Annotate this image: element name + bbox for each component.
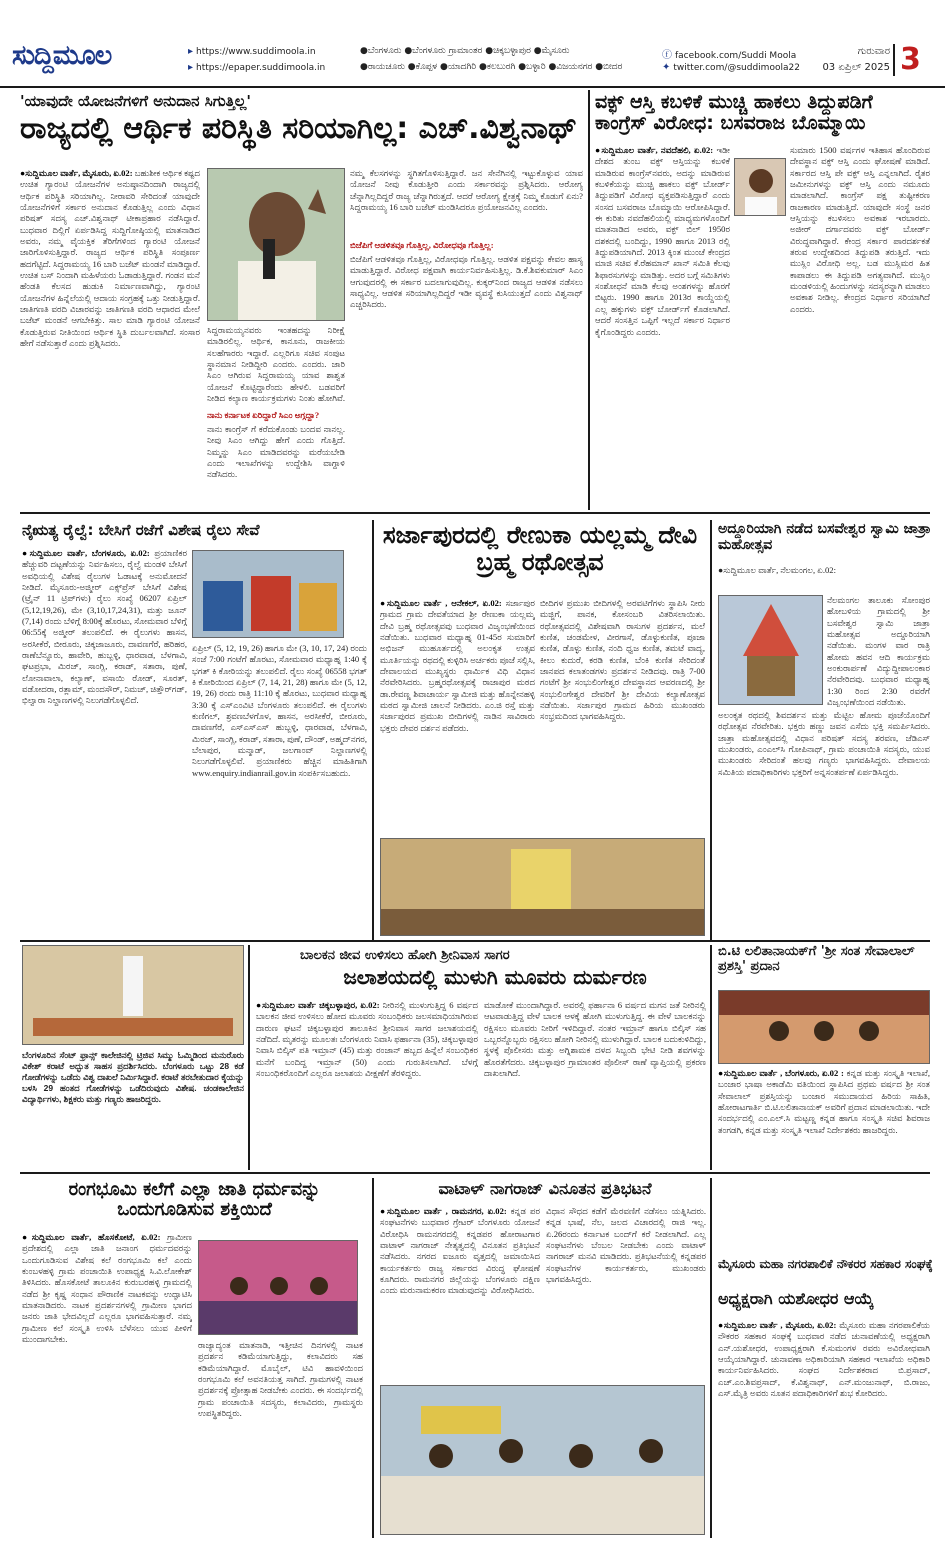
karate-caption: ಬೆಂಗಳೂರಿನ ಸೆಂಟ್ ಫ್ರಾನ್ಸ್ ಕಾಲೇಜಿನಲ್ಲಿ ಟ್ರಿಜಿವ ಸಿಮ್ಮು ಓಮ್ಮಿಡಿಂದ ಮನುರೊರು ವಿಕೇಶ್ ಕರಾಟೆ ಅದ್ಭುತ ಸಾಹಸ ಪ್ರದರ್ಶಿಸಿದರು. ಬೆಂಗಳೂರು ಒಟ್ಟು 28 ಕಡೆ ಗೋಡೆಗಳನ್ನು ಒಡೆದು ವಿಶ್ವ ದಾಖಲೆ ನಿರ್ಮಿಸಿದ್ದಾರೆ. ಕರಾಟೆ ತರಬೇತುದಾರ ಕೈಯನ್ನು ಬಳಸಿ 29 ಹಂತದ ಗೋಡೆಗಳನ್ನು ಒಡೆದಿರುವುದು ವಿಶೇಷ. ಚಂಡಕಾಲೇಜಿನ ವಿದ್ಯಾರ್ಥಿಗಳು, ಶಿಕ್ಷಕರು ಮತ್ತು ಗಣ್ಯರು ಹಾಜರಿದ್ದರು. <box>22 1050 244 1105</box>
chariot-festival-photo <box>380 838 705 936</box>
story8-body-col2: ರಾಜ್ಯಾದ್ಯಂತ ಮಾತನಾಡಿ, ಇತ್ತೀಚಿನ ದಿನಗಳಲ್ಲಿ ನಾಟಕ ಪ್ರದರ್ಶನ ಕಡಿಮೆಯಾಗುತ್ತಿದ್ದು, ಕಲಾವಿದರು ಸಹ ಕಡಿಮೆಯಾಗಿದ್ದಾರೆ. ಮೊಬೈಲ್, ಟಿವಿ ಹಾವಳಿಯಿಂದ ರಂಗಭೂಮಿ ಕಲೆ ಅವನತಿಯತ್ತ ಸಾಗಿದೆ. ಗ್ರಾಮಗಳಲ್ಲಿ ನಾಟಕ ಪ್ರದರ್ಶನಕ್ಕೆ ಪ್ರೋತ್ಸಾಹ ನೀಡಬೇಕು ಎಂದರು. ಈ ಸಂದರ್ಭದಲ್ಲಿ ಗ್ರಾಮ ಪಂಚಾಯಿತಿ ಸದಸ್ಯರು, ಕಲಾವಿದರು, ಗ್ರಾಮಸ್ಥರು ಉಪಸ್ಥಿತರಿದ್ದರು. <box>198 1340 363 1419</box>
story10-kicker: ಮೈಸೂರು ಮಹಾ ನಗರಪಾಲಿಕೆ ನೌಕರರ ಸಹಕಾರ ಸಂಘಕ್ಕೆ <box>718 1257 933 1271</box>
story8-body-col1: ●ಸುದ್ದಿಮೂಲ ವಾರ್ತೆ, ಹೊಸಕೋಟೆ, ಏ.02: ಗ್ರಾಮೀಣ ಪ್ರದೇಶದಲ್ಲಿ ಎಲ್ಲಾ ಜಾತಿ ಜನಾಂಗ ಧರ್ಮದವರನ್ನು ಒಂದುಗೂಡಿಸುವ ವಿಶೇಷ ಕಲೆ ರಂಗಭೂಮಿ ಕಲೆ ಎಂದು ಕುಂಬಳಹಳ್ಳಿ ಗ್ರಾಮ ಪಂಚಾಯಿತಿ ಉಪಾಧ್ಯಕ್ಷ ಸಿ.ವಿ.ಲೋಕೇಶ್ ತಿಳಿಸಿದರು. ಹೊಸಕೋಟೆ ತಾಲೂಕಿನ ಕುರುಬರಹಳ್ಳಿ ಗ್ರಾಮದಲ್ಲಿ ನಡೆದ ಶ್ರೀ ಕೃಷ್ಣ ಸಂಧಾನ ಪೌರಾಣಿಕ ನಾಟಕವನ್ನು ಉದ್ಘಾಟಿಸಿ ಮಾತನಾಡಿದರು. ನಾಟಕ ಪ್ರದರ್ಶನಗಳಲ್ಲಿ ಗ್ರಾಮೀಣ ಭಾಗದ ಜನರು ಜಾತಿ ಭೇದವಿಲ್ಲದೆ ಎಲ್ಲರೂ ಭಾಗವಹಿಸುತ್ತಾರೆ. ನಮ್ಮ ಗ್ರಾಮೀಣ ಕಲೆ ಸಂಸ್ಕೃತಿ ಉಳಿಸಿ ಬೆಳೆಸಲು ಯುವ ಪೀಳಿಗೆ ಮುಂದಾಗಬೇಕು. <box>22 1232 192 1345</box>
story1-body-col2b: ಬಿಜೆಪಿಗೆ ಆಡಳಿತವೂ ಗೊತ್ತಿಲ್ಲ, ವಿರೋಧವೂ ಗೊತ್ತಿಲ್ಲ. ಆಡಳಿತ ಪಕ್ಷವನ್ನು ಕೇವಲ ಹಾಸ್ಯ ಮಾಡುತ್ತಿದ್ದಾರೆ. ವಿರೋಧ ಪಕ್ಷವಾಗಿ ಕಾರ್ಯನಿರ್ವಹಿಸುತ್ತಿಲ್ಲ. ಡಿ.ಕೆ.ಶಿವಕುಮಾರ್ ಸಿಎಂ ಆಗುವುದರಲ್ಲಿ ಈ ಸರ್ಕಾರ ಬದಲಾಗುವುದಿಲ್ಲ. ಕುಕ್ಕರ್‌ನಿಂದ ರಾಜ್ಯದ ಆಡಳಿತ ನಡೆಸಲು ಸಾಧ್ಯವಿಲ್ಲ. ಆಡಳಿತ ಸರಿಯಾಗಿಲ್ಲದಿದ್ದರೆ ಇಡೀ ವ್ಯವಸ್ಥೆ ಕುಸಿಯುತ್ತದೆ ಎಂದು ವಿಶ್ವನಾಥ್ ಎಚ್ಚರಿಸಿದರು. <box>350 254 583 310</box>
story6-headline: ಜಲಾಶಯದಲ್ಲಿ ಮುಳುಗಿ ಮೂವರು ದುರ್ಮರಣ <box>343 965 647 989</box>
twitter-link[interactable]: ✦ twitter.com/@suddimoola22 <box>662 62 800 73</box>
section-divider <box>20 512 930 514</box>
story9-body-col2: ವಿಧಾನ ಸೌಧದ ಕಡೆಗೆ ಮೆರವಣಿಗೆ ನಡೆಸಲು ಯತ್ನಿಸಿದರು. ಕನ್ನಡ ಭಾಷೆ, ನೆಲ, ಜಲದ ವಿಚಾರದಲ್ಲಿ ರಾಜಿ ಇಲ್ಲ. ಏ.26ರಂದು ಕರ್ನಾಟಕ ಬಂದ್‌ಗೆ ಕರೆ ನೀಡಲಾಗಿದೆ. ಎಲ್ಲ ಸಂಘಟನೆಗಳು ಬೆಂಬಲ ನೀಡಬೇಕು ಎಂದು ವಾಟಾಳ್ ನಾಗರಾಜ್ ಮನವಿ ಮಾಡಿದರು. ಪ್ರತಿಭಟನೆಯಲ್ಲಿ ಕನ್ನಡಪರ ಸಂಘಟನೆಗಳ ಕಾರ್ಯಕರ್ತರು, ಮುಖಂಡರು ಭಾಗವಹಿಸಿದ್ದರು. <box>546 1206 706 1285</box>
trains-photo <box>192 550 344 638</box>
section-divider <box>20 1172 930 1174</box>
weekday: ಗುರುವಾರ <box>857 46 890 57</box>
person-portrait-illustration <box>735 159 786 216</box>
drama-stage-photo <box>198 1240 358 1335</box>
story9-headline: ವಾಟಾಳ್ ನಾಗರಾಜ್ ವಿನೂತನ ಪ್ರತಿಭಟನೆ <box>438 1179 652 1198</box>
award-photo <box>718 990 930 1064</box>
divider <box>893 44 895 76</box>
globe-icon: ▸ <box>188 62 194 73</box>
person-speaking-illustration <box>208 169 345 321</box>
story2-headline: ವಕ್ಫ್ ಆಸ್ತಿ ಕಬಳಿಕೆ ಮುಚ್ಚಿ ಹಾಕಲು ತಿದ್ದುಪಡಿಗೆ ಕಾಂಗ್ರೆಸ್ ವಿರೋಧ: ಬಸವರಾಜ ಬೊಮ್ಮಾಯಿ <box>595 91 873 135</box>
trains-illustration <box>193 551 344 638</box>
karate-bricks-illustration <box>23 946 244 1045</box>
story6-kicker: ಬಾಲಕನ ಜೀವ ಉಳಿಸಲು ಹೋಗಿ ಶ್ರೀನಿವಾಸ ಸಾಗರ <box>300 948 510 963</box>
story1-body-col2a: ನಮ್ಮ ಕೆಲಸಗಳನ್ನು ಸ್ಥಗಿತಗೊಳಿಸುತ್ತಿದ್ದಾರೆ. ಜನ ಸೇನೆಗಿನಲ್ಲಿ ಇಟ್ಟುಕೊಳ್ಳುವ ಯಾವ ಯೋಜನೆ ನೀವು ಕೊಡುತ್ತೀರಿ ಎಂದು ಸರ್ಕಾರವನ್ನು ಪ್ರಶ್ನಿಸಿದರು. ಆರೋಗ್ಯ ಚೆನ್ನಾಗಿಲ್ಲದಿದ್ದರೆ ರಾಜ್ಯ ಚೆನ್ನಾಗಿರುತ್ತದೆ. ಆದರೆ ಆರೋಗ್ಯ ಕ್ಷೇತ್ರಕ್ಕೆ ನಿಮ್ಮ ಕೊಡುಗೆ ಏನು? ಸಿದ್ದರಾಮಯ್ಯ 16 ಬಾರಿ ಬಜೆಟ್ ಮಂಡಿಸಿದರೂ ಪ್ರಯೋಜನವಿಲ್ಲ ಎಂದರು. <box>350 168 583 213</box>
column-divider <box>372 1178 374 1538</box>
story5-headline: ಅದ್ದೂರಿಯಾಗಿ ನಡೆದ ಬಸವೇಶ್ವರ ಸ್ವಾಮಿ ಜಾತ್ರಾ ಮಹೋತ್ಸವ <box>718 521 931 553</box>
bommai-photo <box>734 158 786 216</box>
story10-body: ●ಸುದ್ದಿಮೂಲ ವಾರ್ತೆ , ಮೈಸೂರು, ಏ.02: ಮೈಸೂರು ಮಹಾ ನಗರಪಾಲಿಕೆಯ ನೌಕರರ ಸಹಕಾರ ಸಂಘಕ್ಕೆ ಬುಧವಾರ ನಡೆದ ಚುನಾವಣೆಯಲ್ಲಿ ಅಧ್ಯಕ್ಷರಾಗಿ ಎನ್.ಯಶೋಧರ, ಉಪಾಧ್ಯಕ್ಷರಾಗಿ ಕೆ.ಸುಮಂಗಳ ರವರು ಅವಿರೋಧವಾಗಿ ಆಯ್ಕೆಯಾಗಿದ್ದಾರೆ. ಚುನಾವಣಾ ಅಧಿಕಾರಿಯಾಗಿ ಸಹಕಾರ ಇಲಾಖೆಯ ಅಧಿಕಾರಿ ಕಾರ್ಯನಿರ್ವಹಿಸಿದರು. ಸಂಘದ ನಿರ್ದೇಶಕರಾದ ಬಿ.ಪ್ರಸಾದ್, ಎಚ್.ಎಂ.ಶಿವಪ್ರಸಾದ್, ಕೆ.ವಿಶ್ವನಾಥ್, ಎನ್.ಮಂಜುನಾಥ್, ಬಿ.ರಾಜು, ಎಸ್.ಮೈತ್ರಿ ಅವರು ನೂತನ ಪದಾಧಿಕಾರಿಗಳಿಗೆ ಶುಭ ಕೋರಿದರು. <box>718 1320 930 1399</box>
section-divider <box>20 940 930 942</box>
karate-photo <box>22 945 244 1045</box>
stage-illustration <box>199 1241 358 1335</box>
column-divider <box>710 945 712 1170</box>
website-link[interactable]: ▸ https://www.suddimoola.in <box>188 46 316 57</box>
newspaper-logo: ಸುದ್ದಿಮೂಲ <box>12 40 112 71</box>
story3-body-col1: ●ಸುದ್ದಿಮೂಲ ವಾರ್ತೆ, ಬೆಂಗಳೂರು, ಏ.02: ಪ್ರಯಾಣಿಕರ ಹೆಚ್ಚುವರಿ ದಟ್ಟಣೆಯನ್ನು ನಿರ್ವಹಿಸಲು, ರೈಲ್ವೆ ಮಂಡಳಿ ಬೇಸಿಗೆ ಅವಧಿಯಲ್ಲಿ ವಿಶೇಷ ರೈಲುಗಳ ಓಡಾಟಕ್ಕೆ ಅನುಮೋದನೆ ನೀಡಿದೆ. ಮೈಸೂರು-ಅಜ್ಮೀರ್ ಎಕ್ಸ್‌ಪ್ರೆಸ್ ಬೇಸಿಗೆ ವಿಶೇಷ (ಟ್ರೈನ್ 11 ಟ್ರಿಪ್‌ಗಳು) ರೈಲು ಸಂಖ್ಯೆ 06207 ಏಪ್ರಿಲ್ (5,12,19,26), ಮೇ (3,10,17,24,31), ಮತ್ತು ಜೂನ್ (7,14) ರಂದು ಬೆಳಿಗ್ಗೆ 8:00ಕ್ಕೆ ಹೊರಟು, ಸೋಮವಾರ ಬೆಳಿಗ್ಗೆ 06:55ಕ್ಕೆ ಅಜ್ಮೀರ್ ತಲುಪಲಿದೆ. ಈ ರೈಲುಗಳು ಹಾಸನ, ಅರಸೀಕೆರೆ, ಬೀರೂರು, ಚಿಕ್ಕಜಾಜೂರು, ದಾವಣಗೆರೆ, ಹರಿಹರ, ರಾಣೆಬೆನ್ನೂರು, ಹಾವೇರಿ, ಹುಬ್ಬಳ್ಳಿ, ಧಾರವಾಡ, ಬೆಳಗಾವಿ, ಘಟಪ್ರಭಾ, ಮಿರಜ್, ಸಾಂಗ್ಲಿ, ಕರಾಡ್, ಸತಾರಾ, ಪುಣೆ, ಲೋನಾವಾಲಾ, ಕಲ್ಯಾಣ್, ವಸಾಯಿ ರೋಡ್, ಸೂರತ್, ವಡೋದರಾ, ರತ್ಲಾಮ್, ಮಂದಸೌರ್, ನಿಮಚ್, ಚಿತ್ತೌರ್‌ಗಡ್, ಭಿಲ್ವಾರಾ ನಿಲ್ದಾಣಗಳಲ್ಲಿ ನಿಲುಗಡೆಗೊಳ್ಳಲಿದೆ. <box>22 548 187 706</box>
column-divider <box>710 1178 712 1538</box>
story4-headline: ಸರ್ಜಾಪುರದಲ್ಲಿ ರೇಣುಕಾ ಯಲ್ಲಮ್ಮ ದೇವಿ ಬ್ರಹ್ಮ ರಥೋತ್ಸವ <box>382 521 698 576</box>
epaper-link[interactable]: ▸ https://epaper.suddimoola.in <box>188 62 326 73</box>
story1-body-col3: ಸಿದ್ದರಾಮಯ್ಯನವರು ಇಂತಹದನ್ನು ನಿರೀಕ್ಷೆ ಮಾಡಿರಲಿಲ್ಲ. ಆರ್ಥಿಕ, ಕಾನೂನು, ರಾಜಕೀಯ ಸಲಹೆಗಾರರು ಇದ್ದಾರೆ. ಎಲ್ಲರಿಗೂ ಸಚಿವ ಸಂಪುಟ ಸ್ಥಾನಮಾನ ನೀಡಿದ್ದೀರಿ ಎಂದರು. ಎಂದರು. ಜಾರಿ ಸಿಎಂ ಆಗಿರುವ ಸಿದ್ದರಾಮಯ್ಯ ಯಾವ ಶಾಶ್ವತ ಯೋಜನೆ ಕೊಟ್ಟಿದ್ದಾರೆಂದು ಹೇಳಲಿ. ಬಡವರಿಗೆ ನೀಡಿದ ಕಲ್ಯಾಣ ಕಾರ್ಯಕ್ರಮಗಳು ನಿಂತು ಹೋಗಿವೆ. <box>207 325 345 404</box>
story1-subhead-2: ನಾನು ಕರ್ನಾಟಕ ಏರಿದ್ದಾರೆ ಸಿಎಂ ಅಗ್ಗದ್ದಾ? <box>207 410 320 420</box>
story9-body-col1: ●ಸುದ್ದಿಮೂಲ ವಾರ್ತೆ , ರಾಮನಗರ, ಏ.02: ಕನ್ನಡ ಪರ ಸಂಘಟನೆಗಳು ಬುಧವಾರ ಗ್ರೇಟರ್ ಬೆಂಗಳೂರು ಯೋಜನೆ ವಿರೋಧಿಸಿ ರಾಮನಗರದಲ್ಲಿ ಕನ್ನಡಪರ ಹೋರಾಟಗಾರ ವಾಟಾಳ್ ನಾಗರಾಜ್ ನೇತೃತ್ವದಲ್ಲಿ ವಿನೂತನ ಪ್ರತಿಭಟನೆ ನಡೆಸಿದರು. ನಗರದ ಐಜೂರು ವೃತ್ತದಲ್ಲಿ ಜಮಾಯಿಸಿದ ಕಾರ್ಯಕರ್ತರು ರಾಜ್ಯ ಸರ್ಕಾರದ ವಿರುದ್ಧ ಘೋಷಣೆ ಕೂಗಿದರು. ರಾಮನಗರ ಜಿಲ್ಲೆಯನ್ನು ಬೆಂಗಳೂರು ದಕ್ಷಿಣ ಎಂದು ಮರುನಾಮಕರಣ ಮಾಡುವುದನ್ನು ವಿರೋಧಿಸಿದರು. <box>380 1206 540 1296</box>
story6-body-col2: ಮಾಡೋಕೆ ಮುಂದಾಗಿದ್ದಾರೆ. ಅವರಲ್ಲಿ ಫರ್ಹಾನಾ 6 ವರ್ಷದ ಮಗನ ಜತೆ ನೀರಿನಲ್ಲಿ ಆಟವಾಡುತ್ತಿದ್ದ ವೇಳೆ ಬಾಲಕ ಆಳಕ್ಕೆ ಹೋಗಿ ಮುಳುಗುತ್ತಿದ್ದ. ಈ ವೇಳೆ ಬಾಲಕನನ್ನು ರಕ್ಷಿಸಲು ಮೂವರು ನೀರಿಗೆ ಇಳಿದಿದ್ದಾರೆ. ನಂತರ ಇಮ್ರಾನ್ ಹಾಗೂ ಬಿಲ್ಕಿಸ್ ಸಹ ಒಬ್ಬರನ್ನೊಬ್ಬರು ರಕ್ಷಿಸಲು ಹೋಗಿ ನೀರಿನಲ್ಲಿ ಮುಳುಗಿದ್ದಾರೆ. ಬಾಲಕ ಬದುಕುಳಿದಿದ್ದು, ಸ್ಥಳಕ್ಕೆ ಪೊಲೀಸರು ಮತ್ತು ಅಗ್ನಿಶಾಮಕ ದಳದ ಸಿಬ್ಬಂದಿ ಭೇಟಿ ನೀಡಿ ಶವಗಳನ್ನು ಹೊರತೆಗೆದರು. ಚಿಕ್ಕಬಳ್ಳಾಪುರ ಗ್ರಾಮಾಂತರ ಪೊಲೀಸ್ ಠಾಣೆ ವ್ಯಾಪ್ತಿಯಲ್ಲಿ ಪ್ರಕರಣ ದಾಖಲಾಗಿದೆ. <box>484 1000 706 1079</box>
story2-body-col2: ಸುಮಾರು 1500 ವರ್ಷಗಳ ಇತಿಹಾಸ ಹೊಂದಿರುವ ದೇವಸ್ಥಾನ ವಕ್ಫ್ ಆಸ್ತಿ ಎಂದು ಘೋಷಣೆ ಮಾಡಿದೆ. ಸರ್ಕಾರದ ಆಸ್ತಿ ಪೇ ವಕ್ಫ್ ಆಸ್ತಿ ಎನ್ನಲಾಗಿದೆ. ರೈತರ ಜಮೀನುಗಳನ್ನು ವಕ್ಫ್ ಆಸ್ತಿ ಎಂದು ನಮೂದು ಮಾಡಲಾಗಿದೆ. ಕಾಂಗ್ರೆಸ್ ಪಕ್ಷ ತುಷ್ಟೀಕರಣ ರಾಜಕಾರಣ ಮಾಡುತ್ತಿದೆ. ಯಾವುದೇ ಸಂಸ್ಥೆ ಜನರ ಆಸ್ತಿಯನ್ನು ಕಬಳಿಸಲು ಅವಕಾಶ ಇರಬಾರದು. ಅಜೀರ್ ದರ್ಗಾದವರು ವಕ್ಫ್ ಬೋರ್ಡ್ ವಿರುದ್ಧವಾಗಿದ್ದಾರೆ. ಕೇಂದ್ರ ಸರ್ಕಾರ ಪಾರದರ್ಶಕತೆ ತರುವ ಉದ್ದೇಶದಿಂದ ತಿದ್ದುಪಡಿ ತರುತ್ತಿದೆ. ಇದು ಮುಸ್ಲಿಂ ವಿರೋಧಿ ಅಲ್ಲ. ಬಡ ಮುಸ್ಲಿಮರ ಹಿತ ಕಾಪಾಡಲು ಈ ತಿದ್ದುಪಡಿ ಅಗತ್ಯವಾಗಿದೆ. ಮುಸ್ಲಿಂ ಮಂಡಳಿಯಲ್ಲಿ ಹಿಂದುಗಳನ್ನು ಸದಸ್ಯರನ್ನಾಗಿ ಮಾಡಲು ಅವಕಾಶ ನೀಡಿಲ್ಲ. ಕೇಂದ್ರದ ನಿರ್ಧಾರ ಸರಿಯಾಗಿದೆ ಎಂದರು. <box>790 145 930 314</box>
story1-body-col3b: ನಾನು ಕಾಂಗ್ರೆಸ್ ಗೆ ಕರೆದುಕೊಂಡು ಬಂದವ ನಾನಲ್ಲ. ನೀವು ಸಿಎಂ ಆಗಿದ್ದು ಹೇಗೆ ಎಂದು ಗೊತ್ತಿದೆ. ನಿಮ್ಮನ್ನು ಸಿಎಂ ಮಾಡಿದವರನ್ನು ಮರೆಯಬೇಡಿ ಎಂದು ಇಲಾಖೆಗಳನ್ನು ಉದ್ದೇಶಿಸಿ ವಾಗ್ದಾಳಿ ನಡೆಸಿದರು. <box>207 424 345 480</box>
column-divider <box>372 520 374 940</box>
story4-body-col1: ●ಸುದ್ದಿಮೂಲ ವಾರ್ತೆ , ಆನೇಕಲ್, ಏ.02: ಸರ್ಜಾಪುರ ಗ್ರಾಮದ ಗ್ರಾಮ ದೇವತೆಯಾದ ಶ್ರೀ ರೇಣುಕಾ ಯಲ್ಲಮ್ಮ ದೇವಿ ಬ್ರಹ್ಮ ರಥೋತ್ಸವವು ಬುಧವಾರ ವಿಜೃಂಭಣೆಯಿಂದ ನಡೆಯಿತು. ಬುಧವಾರ ಮಧ್ಯಾಹ್ನ 01-45ರ ಸುಮಾರಿಗೆ ಅಭಿಜನ್ ಮುಹೂರ್ತದಲ್ಲಿ ಅಲಂಕೃತ ಉತ್ಸವ ಮೂರ್ತಿಯನ್ನು ರಥದಲ್ಲಿ ಕುಳ್ಳಿರಿಸಿ ಅರ್ಚಕರು ಪೂಜೆ ಸಲ್ಲಿಸಿ, ದೇವಾಲಯದ ಮುಖ್ಯಸ್ಥರು ಧಾರ್ಮಿಕ ವಿಧಿ ವಿಧಾನ ನೆರವೇರಿಸಿದರು. ಬ್ರಹ್ಮರಥೋತ್ಸವಕ್ಕೆ ರಾಜಾಪುರ ಮಠದ ಡಾ.ರೇವಣ್ಣ ಶಿವಾಚಾರ್ಯ ಸ್ವಾಮೀಜಿ ಮತ್ತು ಹೊನ್ನೇನಹಳ್ಳಿ ಮಠದ ಸ್ವಾಮೀಜಿ ಚಾಲನೆ ನೀಡಿದರು. ಎಂ.ಜಿ ರಸ್ತೆ ಮತ್ತು ಸರ್ಜಾಪುರದ ಪ್ರಮುಖ ಬೀದಿಗಳಲ್ಲಿ ನಾಡಿನ ಸಾವಿರಾರು ಭಕ್ತರು ದೇವರ ದರ್ಶನ ಪಡೆದರು. <box>380 598 535 733</box>
story7-headline: ಬಿ.ಟಿ ಲಲಿತಾನಾಯಕ್‌ಗೆ 'ಶ್ರೀ ಸಂತ ಸೇವಾಲಾಲ್ ಪ್ರಶಸ್ತಿ' ಪ್ರದಾನ <box>718 944 915 974</box>
district-list-1: ●ಬೆಂಗಳೂರು ●ಬೆಂಗಳೂರು ಗ್ರಾಮಾಂತರ ●ಚಿಕ್ಕಬಳ್ಳಾಪುರ ●ಮೈಸೂರು <box>360 46 570 56</box>
district-list-2: ●ರಾಯಚೂರು ●ಕೊಪ್ಪಳ ●ಯಾದಗಿರಿ ●ಕಲಬುರಗಿ ●ಬಳ್ಳಾರಿ ●ವಿಜಯನಗರ ●ಬೀದರ <box>360 62 623 72</box>
story6-body-col1: ●ಸುದ್ದಿಮೂಲ ವಾರ್ತೆ ಚಿಕ್ಕಬಳ್ಳಾಪುರ, ಏ.02: ನೀರಿನಲ್ಲಿ ಮುಳುಗುತ್ತಿದ್ದ 6 ವರ್ಷದ ಬಾಲಕನ ಜೀವ ಉಳಿಸಲು ಹೋದ ಮೂವರು ಸಂಬಂಧಿಕರು ಜಲಸಮಾಧಿಯಾಗಿರುವ ದಾರುಣ ಘಟನೆ ಚಿಕ್ಕಬಳ್ಳಾಪುರ ತಾಲೂಕಿನ ಶ್ರೀನಿವಾಸ ಸಾಗರ ಜಲಾಶಯದಲ್ಲಿ ನಡೆದಿದೆ. ಮೃತರನ್ನು ಮೂಲತಃ ಬೆಂಗಳೂರು ನಿವಾಸಿ ಫರ್ಹಾನಾ (35), ಚಿಕ್ಕಬಳ್ಳಾಪುರ ನಿವಾಸಿ ಬಿಲ್ಕಿಸ್ ಪತಿ ಇಮ್ರಾನ್ (45) ಮತ್ತು ರಂಜಾನ್ ಹಬ್ಬದ ಹಿನ್ನೆಲೆ ಸಂಬಂಧಿಕರ ಮನೆಗೆ ಬಂದಿದ್ದ ಇಮ್ರಾನ್ (50) ಎಂದು ಗುರುತಿಸಲಾಗಿದೆ. ಬೆಳಗ್ಗೆ ಸಂಬಂಧಿಕರೊಂದಿಗೆ ಎಲ್ಲರೂ ಜಲಾಶಯ ವೀಕ್ಷಣೆಗೆ ತೆರಳಿದ್ದರು. <box>256 1000 478 1079</box>
story5-body-col2: ಅಲಂಕೃತ ರಥದಲ್ಲಿ ಶಿವದರ್ಶನ ಮತ್ತು ಮೆಟ್ಟಿಲ ಹೋಮ ಪೂಜೆಯೊಂದಿಗೆ ರಥೋತ್ಸವ ನೆರವೇರಿತು. ಭಕ್ತರು ಹಣ್ಣು ಜವನ ಎಸೆದು ಭಕ್ತಿ ಸಮರ್ಪಿಸಿದರು. ಜಾತ್ರಾ ಮಹೋತ್ಸವದಲ್ಲಿ ವಿಧಾನ ಪರಿಷತ್ ಸದಸ್ಯ ಶರವಣ, ಜೆಡಿಎಸ್ ಮುಖಂಡರು, ಎಂಎಲ್‌ಸಿ ಗೋಪಿನಾಥ್, ಗ್ರಾಮ ಪಂಚಾಯಿತಿ ಸದಸ್ಯರು, ಯುವ ಮುಖಂಡರು ಸೇರಿದಂತೆ ಹಲವು ಗಣ್ಯರು ಭಾಗವಹಿಸಿದ್ದರು. ದೇವಾಲಯ ಸಮಿತಿಯ ಪದಾಧಿಕಾರಿಗಳು ಭಕ್ತರಿಗೆ ಅನ್ನಸಂತರ್ಪಣೆ ಏರ್ಪಡಿಸಿದ್ದರು. <box>718 710 930 777</box>
twitter-icon: ✦ <box>662 62 671 73</box>
protest-crowd-illustration <box>381 1386 705 1535</box>
story1-subhead: ಬಿಜೆಪಿಗೆ ಆಡಳಿತವೂ ಗೊತ್ತಿಲ್ಲ, ವಿರೋಧವೂ ಗೊತ್ತಿಲ್ಲ: <box>350 240 494 250</box>
story3-body-col2: ಏಪ್ರಿಲ್ (5, 12, 19, 26) ಹಾಗೂ ಮೇ (3, 10, 17, 24) ರಂದು ಸಂಜೆ 7:00 ಗಂಟೆಗೆ ಹೊರಟು, ಸೋಮವಾರ ಮಧ್ಯಾಹ್ನ 1:40 ಕ್ಕೆ ಭಗತ್ ಕಿ ಕೋಠಿಯನ್ನು ತಲುಪಲಿದೆ. ರೈಲು ಸಂಖ್ಯೆ 06558 ಭಗತ್ ಕಿ ಕೋಠಿಯಿಂದ ಏಪ್ರಿಲ್ (7, 14, 21, 28) ಹಾಗೂ ಮೇ (5, 12, 19, 26) ರಂದು ರಾತ್ರಿ 11:10 ಕ್ಕೆ ಹೊರಟು, ಬುಧವಾರ ಮಧ್ಯಾಹ್ನ 3:30 ಕ್ಕೆ ಎಸ್‌ಎಂವಿಟಿ ಬೆಂಗಳೂರು ತಲುಪಲಿದೆ. ಈ ರೈಲುಗಳು ಕುಣಿಗಲ್, ಶ್ರವಣಬೆಳಗೊಳ, ಹಾಸನ, ಅರಸೀಕೆರೆ, ಬೀರೂರು, ದಾವಣಗೆರೆ, ಎಸ್‌ಎಸ್‌ಎಸ್ ಹುಬ್ಬಳ್ಳಿ, ಧಾರವಾಡ, ಬೆಳಗಾವಿ, ಮಿರಜ್, ಸಾಂಗ್ಲಿ, ಕರಾಡ್, ಸತಾರಾ, ಪುಣೆ, ದೌಂಡ್, ಅಹ್ಮದ್‌ನಗರ, ಬೆಲಾಪುರ, ಮನ್ಮಾಡ್, ಜಲಗಾಂವ್ ನಿಲ್ದಾಣಗಳಲ್ಲಿ ನಿಲುಗಡೆಗೊಳ್ಳಲಿವೆ. ಪ್ರಯಾಣಿಕರು ಹೆಚ್ಚಿನ ಮಾಹಿತಿಗಾಗಿ www.enquiry.indianrail.gov.in ಸಂಪರ್ಕಿಸಬಹುದು. <box>192 643 367 778</box>
story3-headline: ನೈಋತ್ಯ ರೈಲ್ವೆ: ಬೇಸಿಗೆ ರಜೆಗೆ ವಿಶೇಷ ರೈಲು ಸೇವೆ <box>22 521 260 539</box>
column-divider <box>248 945 250 1170</box>
column-divider <box>588 90 590 510</box>
story2-body-col1: ●ಸುದ್ದಿಮೂಲ ವಾರ್ತೆ, ನವದೆಹಲಿ, ಏ.02: ಇಡೀ ದೇಶದ ತುಂಬ ವಕ್ಫ್ ಆಸ್ತಿಯನ್ನು ಕಬಳಿಕೆ ಮಾಡಿರುವ ಕಾಂಗ್ರೆಸ್‌ನವರು, ಅದನ್ನು ಮಾಡಿರುವ ಕಬಳಿಕೆಯನ್ನು ಮುಚ್ಚಿ ಹಾಕಲು ವಕ್ಫ್ ಬೋರ್ಡ್ ತಿದ್ದುಪಡಿಗೆ ವಿರೋಧ ವ್ಯಕ್ತಪಡಿಸುತ್ತಿದ್ದಾರೆ ಎಂದು ಸಂಸದ ಬಸವರಾಜ ಬೊಮ್ಮಾಯಿ ಆರೋಪಿಸಿದ್ದಾರೆ. ಈ ಕುರಿತು ನವದೆಹಲಿಯಲ್ಲಿ ಮಾಧ್ಯಮಗಳೊಂದಿಗೆ ಮಾತನಾಡಿದ ಅವರು, ವಕ್ಫ್ ಬಿಲ್ 1950ರ ದಶಕದಲ್ಲಿ ಬಂದಿದ್ದು, 1990 ಹಾಗೂ 2013 ರಲ್ಲಿ ತಿದ್ದುಪಡಿಯಾಗಿದೆ. 2013 ಕ್ಕಿಂತ ಮುಂಚೆ ಕೇಂದ್ರದ ಮಾಜಿ ಸಚಿವ ಕೆ.ರೆಹಮಾನ್ ಖಾನ್ ಸಮಿತಿ ಕೆಲವು ಶಿಫಾರಸುಗಳನ್ನು ಮಾಡಿತ್ತು. ಅದರ ಬಗ್ಗೆ ಸಮಿತಿಗಳು ಸಂಶೋಧನೆ ಮಾಡಿ ಕೆಲವು ಅಂಶಗಳನ್ನು ಹೊರಗೆ ಬಿಟ್ಟರು. 1990 ಹಾಗೂ 2013ರ ಕಾಯ್ದೆಯಲ್ಲಿ ಎಲ್ಲ ಹಕ್ಕುಗಳು ವಕ್ಫ್ ಬೋರ್ಡ್‌ಗೆ ಕೊಡಲಾಗಿದೆ. ಆದರೆ ಸಂಸತ್ತಿನ ಒಪ್ಪಿಗೆ ಇಲ್ಲದೆ ಸರ್ಕಾರ ನಿರ್ಧಾರ ಕೈಗೊಂಡಿದ್ದರು ಎಂದರು. <box>595 145 730 337</box>
story1-kicker: 'ಯಾವುದೇ ಯೋಜನೆಗಳಿಗೆ ಅನುದಾನ ಸಿಗುತ್ತಿಲ್ಲ' <box>20 92 251 110</box>
story4-body-col2: ಬೀದಿಗಳ ಪ್ರಮುಖ ಬೀದಿಗಳಲ್ಲಿ ಅರವಟಿಗೆಗಳು ಸ್ಥಾಪಿಸಿ ನೀರು ಮಜ್ಜಿಗೆ, ಪಾನಕ, ಕೋಸಂಬರಿ ವಿತರಿಸಲಾಯಿತು. ರಥೋತ್ಸವದಲ್ಲಿ ವಿಶೇಷವಾಗಿ ರಾಸುಗಳ ಪ್ರದರ್ಶನ, ಮಲೆ ಕುಣಿತ, ಚಂಡಮೇಳ, ವೀರಗಾಸೆ, ಡೊಳ್ಳುಕುಣಿತ, ಪೂಜಾ ಕುಣಿತ, ಡೊಳ್ಳು ಕುಣಿತ, ನಂದಿ ಧ್ವಜ ಕುಣಿತ, ತಮಟೆ ವಾದ್ಯ, ಕೀಲು ಕುದುರೆ, ಕರಡಿ ಕುಣಿತ, ಬೆಂಕಿ ಕುಣಿತ ಸೇರಿದಂತೆ ಜಾನಪದ ಕಲಾತಂಡಗಳು ಪ್ರದರ್ಶನ ನೀಡಿದವು. ರಾತ್ರಿ 7-00 ಗಂಟೆಗೆ ಶ್ರೀ ಸಂಭುಲಿಂಗೇಶ್ವರ ದೇವಸ್ಥಾನದ ಆವರಣದಲ್ಲಿ ಶ್ರೀ ಸಂಭುಲಿಂಗೇಶ್ವರ ದೇವರಿಗೆ ಶ್ರೀ ದೇವಿಯ ಕಲ್ಯಾಣೋತ್ಸವ ನಡೆಯಿತು. ಸರ್ಜಾಪುರ ಗ್ರಾಮದ ಹಿರಿಯ ಮುಖಂಡರು ಸಂಭ್ರಮದಿಂದ ಭಾಗವಹಿಸಿದ್ದರು. <box>540 598 705 722</box>
story10-headline: ಅಧ್ಯಕ್ಷರಾಗಿ ಯಶೋಧರ ಆಯ್ಕೆ <box>718 1289 874 1308</box>
story5-byline: ●ಸುದ್ದಿಮೂಲ ವಾರ್ತೆ, ನೆಲಮಂಗಲ, ಏ.02: <box>718 565 836 575</box>
story8-headline: ರಂಗಭೂಮಿ ಕಲೆಗೆ ಎಲ್ಲಾ ಜಾತಿ ಧರ್ಮವನ್ನು ಒಂದುಗೂಡಿಸುವ ಶಕ್ತಿಯಿದೆ <box>68 1179 321 1221</box>
page-number: 3 <box>900 42 921 77</box>
date: 03 ಏಪ್ರಿಲ್ 2025 <box>822 62 890 73</box>
award-ceremony-illustration <box>719 991 930 1064</box>
story1-body-col1: ●ಸುದ್ದಿಮೂಲ ವಾರ್ತೆ, ಮೈಸೂರು, ಏ.02: ಬಹುಶೀಕ ಆರ್ಥಿಕ ಕಷ್ಟದ ಉಚಿತ ಗ್ಯಾರಂಟಿ ಯೋಜನೆಗಳ ಅನುಷ್ಠಾನದಿಂದಾಗಿ ರಾಜ್ಯದಲ್ಲಿ ಆರ್ಥಿಕ ಪರಿಸ್ಥಿತಿ ಸರಿಯಾಗಿಲ್ಲ. ನೀರಾವರಿ ಸೇರಿದಂತೆ ಯಾವುದೇ ಯೋಜನೆಗಳಿಗೆ ಸರ್ಕಾರ ಅನುದಾನ ಕೊಡುತ್ತಿಲ್ಲ ಎಂದು ವಿಧಾನ ಪರಿಷತ್ ಸದಸ್ಯ ಎಚ್.ವಿಶ್ವನಾಥ್ ಟೀಕಾಪ್ರಹಾರ ನಡೆಸಿದ್ದಾರೆ. ಬುಧವಾರ ದಿಲ್ಲಿಗೆ ಏರ್ಪಡಿಸಿದ್ದ ಸುದ್ದಿಗೋಷ್ಠಿಯಲ್ಲಿ ಮಾತನಾಡಿದ ಅವರು, ನಮ್ಮ ವೈಯಕ್ತಿಕ ತೆರಿಗೆಗಳಿಂದ ಗ್ಯಾರಂಟಿ ಯೋಜನೆ ಜಾರಿಗೊಳಿಸುತ್ತಿದ್ದಾರೆ. ರಾಜ್ಯದ ಆರ್ಥಿಕ ಪರಿಸ್ಥಿತಿ ಸಂಪೂರ್ಣ ಹದಗೆಟ್ಟಿದೆ. ಸಿದ್ದರಾಮಯ್ಯ 16 ಬಾರಿ ಬಜೆಟ್ ಮಂಡನೆ ಮಾಡಿದ್ದಾರೆ. ಉಚಿತ ಬಸ್ ನಿಂದಾಗಿ ಮಹಿಳೆಯರು ಓಡಾಡುತ್ತಿದ್ದಾರೆ. ಗಂಡನ ಮನೆ ಹೆಂಡತಿ ಕೆಲಸದ ಹುಡುಕಿ ನಿರ್ಮಾಣವಾಗಿದ್ದು, ಗ್ಯಾರಂಟಿ ಯೋಜನೆಗಳ ಹಿನ್ನೆಲೆಯಲ್ಲಿ ಆದಾಯ ಸಂಗ್ರಹಕ್ಕೆ ಒತ್ತು ನೀಡುತ್ತಿದ್ದಾರೆ. ಜಾತಿಗಣತಿ ವರದಿ ವಿಚಾರವನ್ನು ಜಾತಿಗಣತಿ ವರದಿ ಆಧಾರದ ಮೇಲೆ ಬಜೆಟ್ ಮಂಡನೆ ಆಗಬೇಕಿತ್ತು. ಸಾಲ ಮಾಡಿ ಗ್ಯಾರಂಟಿ ಯೋಜನೆ ಕೊಡುತ್ತಿರುವ ನೀತಿಯಿಂದ ಆರ್ಥಿಕ ಸ್ಥಿತಿ ದುರ್ಬಲವಾಗಿದೆ. ಸಂಸಾರ ಹೇಗೆ ನಡೆಸುತ್ತಾರೆ ಎಂದು ಪ್ರಶ್ನಿಸಿದರು. <box>20 168 200 349</box>
jatre-photo <box>718 595 823 705</box>
facebook-icon: ⓕ <box>662 50 672 61</box>
column-divider <box>710 520 712 940</box>
story7-body: ●ಸುದ್ದಿಮೂಲ ವಾರ್ತೆ , ಬೆಂಗಳೂರು, ಏ.02 : ಕನ್ನಡ ಮತ್ತು ಸಂಸ್ಕೃತಿ ಇಲಾಖೆ, ಬಂಜಾರ ಭಾಷಾ ಅಕಾಡೆಮಿ ವತಿಯಿಂದ ಸ್ಥಾಪಿಸಿದ ಪ್ರಥಮ ವರ್ಷದ ಶ್ರೀ ಸಂತ ಸೇವಾಲಾಲ್ ಪ್ರಶಸ್ತಿಯನ್ನು ಬಂಜಾರ ಸಮುದಾಯದ ಹಿರಿಯ ಸಾಹಿತಿ, ಹೋರಾಟಗಾರ್ತಿ ಬಿ.ಟಿ.ಲಲಿತಾನಾಯಕ್ ಅವರಿಗೆ ಪ್ರದಾನ ಮಾಡಲಾಯಿತು. ಇದೇ ಸಂದರ್ಭದಲ್ಲಿ ಎಂ.ಎಲ್.ಸಿ ಮಟ್ಟಣ್ಣ ಕನ್ನಡ ಹಾಗೂ ಸಂಸ್ಕೃತಿ ಸಚಿವ ಶಿವರಾಜ ತಂಗಡಗಿ, ಕನ್ನಡ ಮತ್ತು ಸಂಸ್ಕೃತಿ ಇಲಾಖೆ ನಿರ್ದೇಶಕರು ಹಾಜರಿದ್ದರು. <box>718 1068 930 1135</box>
protest-photo <box>380 1385 705 1535</box>
globe-icon: ▸ <box>188 46 194 57</box>
facebook-link[interactable]: ⓕ facebook.com/Suddi Moola <box>662 50 797 61</box>
temple-car-illustration <box>719 596 823 705</box>
crowd-illustration <box>381 839 705 936</box>
masthead <box>0 0 945 88</box>
story5-body-col1: ನೆಲಮಂಗಲ ತಾಲೂಕು ಸೋಂಪುರ ಹೋಬಳಿಯ ಗ್ರಾಮದಲ್ಲಿ ಶ್ರೀ ಬಸವೇಶ್ವರ ಸ್ವಾಮಿ ಜಾತ್ರಾ ಮಹೋತ್ಸವ ಅದ್ದೂರಿಯಾಗಿ ನಡೆಯಿತು. ಮಂಗಳ ವಾರ ರಾತ್ರಿ ಹೋಮ ಹವನ ಆದಿ ಕಾರ್ಯಕ್ರಮ ಅಂಕುರಾರ್ಪಣೆ ವಿದ್ಯುದ್ದೀಪಾಲಂಕಾರ ನೆರವೇರಿದವು. ಬುಧವಾರ ಮಧ್ಯಾಹ್ನ 1:30 ರಿಂದ 2:30 ರವರೆಗೆ ವಿಜೃಂಭಣೆಯಿಂದ ನಡೆಯಿತು. <box>827 595 930 707</box>
story1-headline: ರಾಜ್ಯದಲ್ಲಿ ಆರ್ಥಿಕ ಪರಿಸ್ಥಿತಿ ಸರಿಯಾಗಿಲ್ಲ: ಎಚ್.ವಿಶ್ವನಾಥ್ <box>20 111 578 146</box>
vishwanath-photo <box>207 168 345 321</box>
